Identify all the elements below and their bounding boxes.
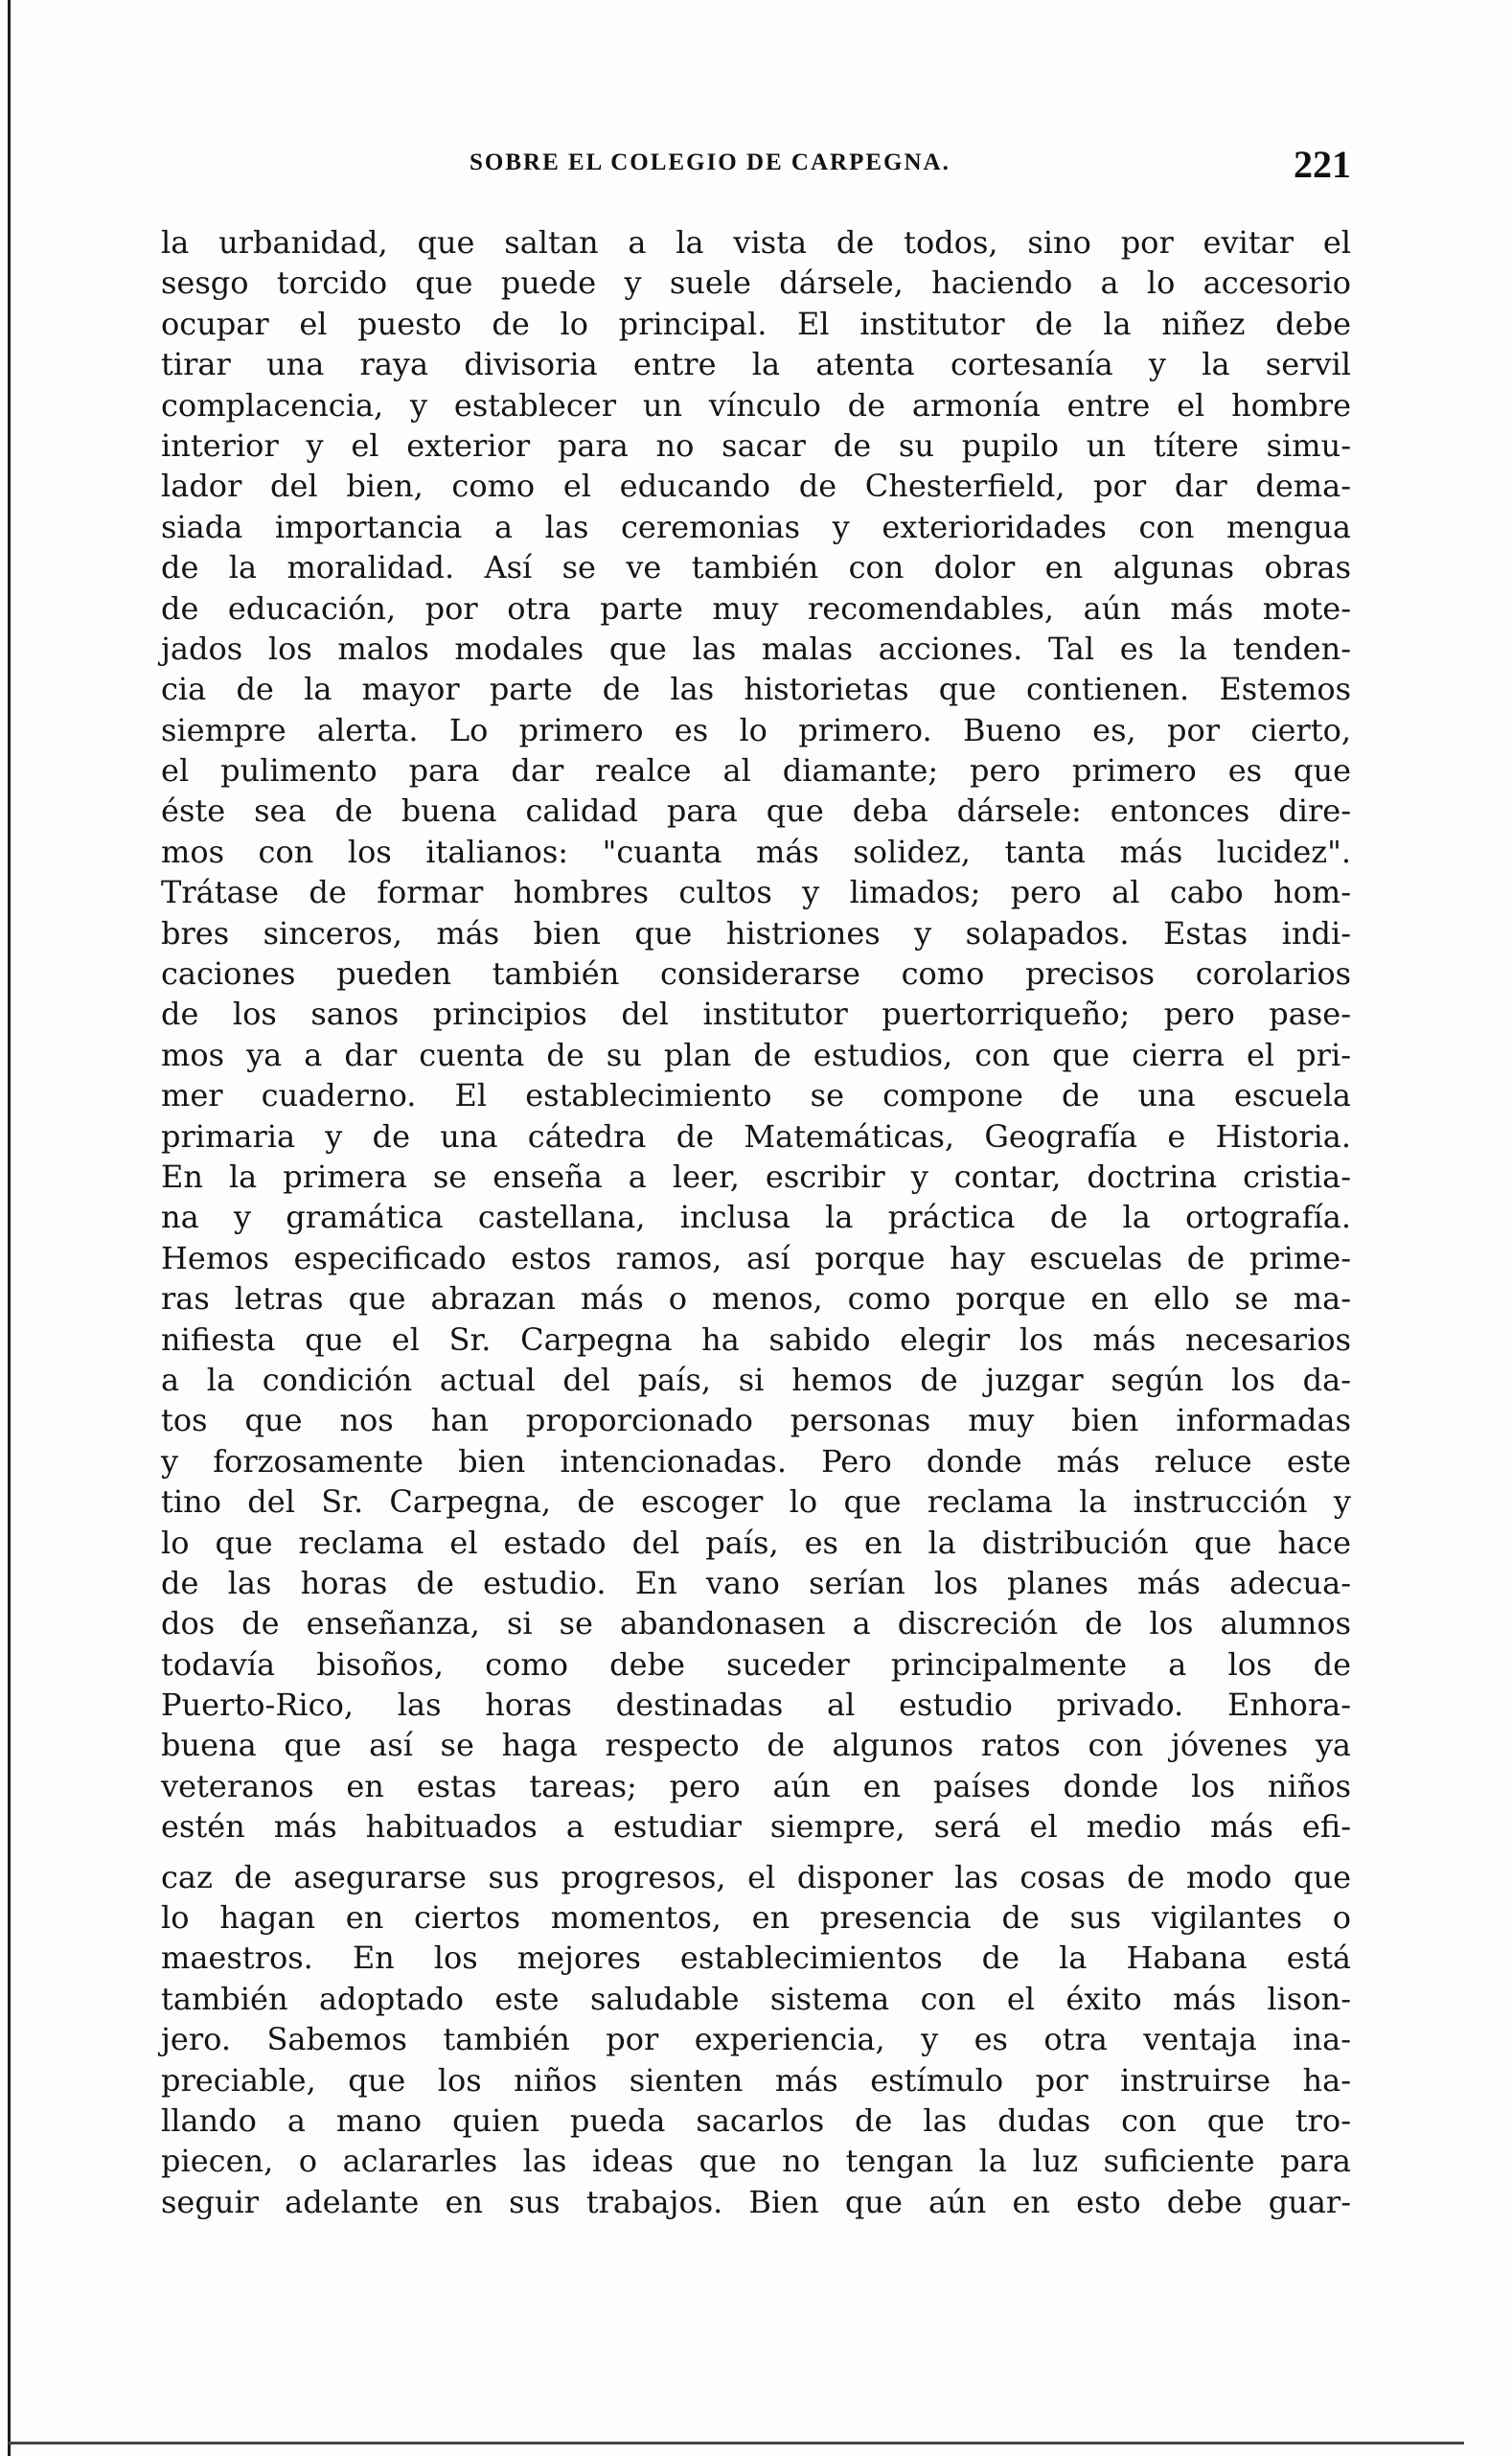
text-line: tino del Sr. Carpegna, de escoger lo que reclama la instrucción y — [161, 1483, 1351, 1521]
text-line: el pulimento para dar realce al diamante; pero primero es que — [161, 752, 1351, 790]
text-line: sesgo torcido que puede y suele dársele, haciendo a lo accesorio — [161, 264, 1351, 302]
text-line: cia de la mayor parte de las historietas que contienen. Estemos — [161, 671, 1351, 708]
text-line: éste sea de buena calidad para que deba dársele: entonces dire- — [161, 792, 1351, 830]
text-line: na y gramática castellana, inclusa la práctica de la ortografía. — [161, 1199, 1351, 1236]
text-line: mer cuaderno. El establecimiento se compone de una escuela — [161, 1077, 1351, 1114]
text-line: tirar una raya divisoria entre la atenta cortesanía y la servil — [161, 346, 1351, 383]
text-line: primaria y de una cátedra de Matemáticas, Geografía e Historia. — [161, 1117, 1351, 1155]
text-line: llando a mano quien pueda sacarlos de las dudas con que tro- — [161, 2101, 1351, 2139]
text-line: seguir adelante en sus trabajos. Bien que aún en esto debe guar- — [161, 2183, 1351, 2220]
body-text — [161, 222, 1351, 2222]
text-line: de los sanos principios del institutor puertorriqueño; pero pase- — [161, 996, 1351, 1033]
text-line: jados los malos modales que las malas acciones. Tal es la tenden- — [161, 630, 1351, 667]
text-line: a la condición actual del país, si hemos de juzgar según los da- — [161, 1361, 1351, 1398]
page-number: 221 — [1294, 143, 1351, 186]
text-line: mos ya a dar cuenta de su plan de estudios, con que cierra el pri- — [161, 1036, 1351, 1073]
text-line: buena que así se haga respecto de algunos ratos con jóvenes ya — [161, 1727, 1351, 1764]
text-line: ras letras que abrazan más o menos, como porque en ello se ma- — [161, 1280, 1351, 1318]
text-line: maestros. En los mejores establecimientos de la Habana está — [161, 1940, 1351, 1977]
text-line: lador del bien, como el educando de Chesterfield, por dar dema- — [161, 468, 1351, 505]
text-line: caciones pueden también considerarse como precisos corolarios — [161, 955, 1351, 993]
text-line: piecen, o aclararles las ideas que no tengan la luz suficiente para — [161, 2143, 1351, 2180]
text-line: lo hagan en ciertos momentos, en presencia de sus vigilantes o — [161, 1899, 1351, 1937]
text-line: también adoptado este saludable sistema con el éxito más lison- — [161, 1980, 1351, 2017]
text-line: tos que nos han proporcionado personas muy bien informadas — [161, 1402, 1351, 1439]
text-line: jero. Sabemos también por experiencia, y es otra ventaja ina- — [161, 2021, 1351, 2058]
text-line: dos de enseñanza, si se abandonasen a discreción de los alumnos — [161, 1605, 1351, 1642]
text-line: la urbanidad, que saltan a la vista de todos, sino por evitar el — [161, 224, 1351, 261]
text-line: nifiesta que el Sr. Carpegna ha sabido elegir los más necesarios — [161, 1320, 1351, 1358]
text-line: preciable, que los niños sienten más estímulo por instruirse ha- — [161, 2061, 1351, 2099]
text-line: ocupar el puesto de lo principal. El institutor de la niñez debe — [161, 305, 1351, 342]
running-head: SOBRE EL COLEGIO DE CARPEGNA. — [470, 149, 951, 175]
text-line: bres sinceros, más bien que histriones y solapados. Estas indi- — [161, 914, 1351, 952]
page-edge-rule — [8, 0, 11, 2456]
text-line: de educación, por otra parte muy recomendables, aún más mote- — [161, 589, 1351, 627]
text-line: todavía bisoños, como debe suceder principalmente a los de — [161, 1645, 1351, 1683]
text-line: Puerto-Rico, las horas destinadas al estudio privado. Enhora- — [161, 1687, 1351, 1724]
text-line: de las horas de estudio. En vano serían los planes más adecua- — [161, 1564, 1351, 1601]
text-line: siempre alerta. Lo primero es lo primero. Bueno es, por cierto, — [161, 711, 1351, 748]
page-bottom-rule — [8, 2442, 1464, 2445]
text-line: y forzosamente bien intencionadas. Pero donde más reluce este — [161, 1442, 1351, 1480]
text-line: lo que reclama el estado del país, es en la distribución que hace — [161, 1524, 1351, 1561]
text-line: estén más habituados a estudiar siempre, será el medio más efi- — [161, 1808, 1351, 1846]
text-line: mos con los italianos: "cuanta más solidez, tanta más lucidez". — [161, 833, 1351, 870]
text-line: caz de asegurarse sus progresos, el disponer las cosas de modo que — [161, 1858, 1351, 1895]
text-line: Hemos especificado estos ramos, así porque hay escuelas de prime- — [161, 1239, 1351, 1276]
page-header — [470, 142, 1351, 190]
text-line: Trátase de formar hombres cultos y limados; pero al cabo hom- — [161, 874, 1351, 911]
text-line: interior y el exterior para no sacar de su pupilo un títere simu- — [161, 426, 1351, 464]
text-line: complacencia, y establecer un vínculo de armonía entre el hombre — [161, 386, 1351, 424]
text-line: veteranos en estas tareas; pero aún en países donde los niños — [161, 1767, 1351, 1804]
text-line: de la moralidad. Así se ve también con dolor en algunas obras — [161, 549, 1351, 586]
text-line: En la primera se enseña a leer, escribir y contar, doctrina cristia- — [161, 1158, 1351, 1195]
text-line: siada importancia a las ceremonias y exterioridades con mengua — [161, 508, 1351, 545]
